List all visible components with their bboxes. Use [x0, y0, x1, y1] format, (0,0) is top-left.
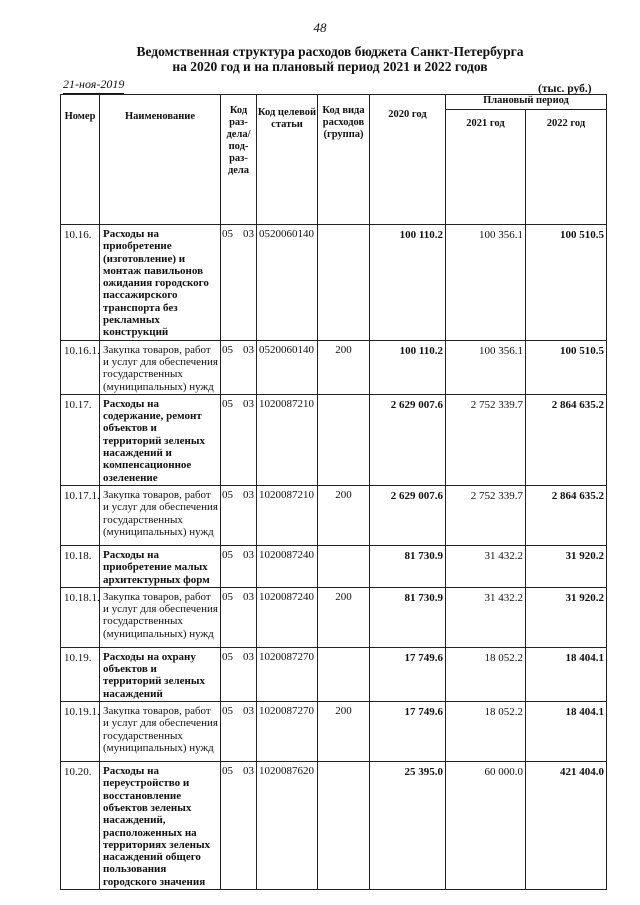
expense-type-code	[318, 647, 370, 701]
section-subsection-code	[221, 647, 257, 701]
table-row	[61, 340, 607, 394]
target-code: 1020087620	[257, 762, 318, 890]
amount-2022: 18 404.1	[526, 702, 607, 762]
subsection-code: 03	[243, 397, 254, 410]
amount-2020: 81 730.9	[370, 545, 446, 587]
amount-2020: 25 395.0	[370, 762, 446, 890]
amount-2022: 18 404.1	[526, 647, 607, 701]
section-subsection-code	[221, 702, 257, 762]
header-name: Наименование	[100, 95, 221, 225]
subsection-code: 03	[243, 705, 254, 718]
subsection-code: 03	[243, 488, 254, 501]
row-number: 10.17.1.	[61, 485, 100, 545]
amount-2021: 100 356.1	[446, 340, 526, 394]
row-name: Закупка товаров, работ и услуг для обеспечения государственных (муниципальных) нужд	[100, 702, 221, 762]
table-row	[61, 587, 607, 647]
amount-2020: 81 730.9	[370, 587, 446, 647]
subsection-code: 03	[243, 343, 254, 356]
section-code: 05	[222, 397, 233, 410]
row-name: Закупка товаров, работ и услуг для обеспечения государственных (муниципальных) нужд	[100, 485, 221, 545]
section-subsection-code	[221, 225, 257, 341]
row-name: Закупка товаров, работ и услуг для обеспечения государственных (муниципальных) нужд	[100, 587, 221, 647]
amount-2022: 100 510.5	[526, 225, 607, 341]
amount-2020: 17 749.6	[370, 647, 446, 701]
header-2022: 2022 год	[526, 110, 607, 225]
page-number: 48	[313, 20, 327, 35]
section-code: 05	[222, 650, 233, 663]
section-subsection-code	[221, 394, 257, 485]
target-code: 1020087270	[257, 702, 318, 762]
amount-2020: 17 749.6	[370, 702, 446, 762]
expense-type-code: 200	[318, 702, 370, 762]
budget-table	[60, 94, 607, 890]
amount-2022: 2 864 635.2	[526, 394, 607, 485]
section-code: 05	[222, 548, 233, 561]
subsection-code: 03	[243, 548, 254, 561]
row-name: Расходы на содержание, ремонт объектов и территорий зеленых насаждений и компенсационное озеленение	[100, 394, 221, 485]
target-code: 1020087210	[257, 485, 318, 545]
table-row	[61, 225, 607, 341]
subsection-code: 03	[243, 590, 254, 603]
expense-type-code	[318, 225, 370, 341]
section-code: 05	[222, 590, 233, 603]
amount-2021: 2 752 339.7	[446, 394, 526, 485]
subsection-code: 03	[243, 228, 254, 240]
table-row	[61, 702, 607, 762]
section-code: 05	[222, 705, 233, 718]
row-number: 10.20.	[61, 762, 100, 890]
units-label: (тыс. руб.)	[538, 83, 592, 95]
row-name: Расходы на приобретение (изготовление) и монтаж павильонов ожидания городского пассажирского транспорта без рекламных конструкций	[100, 225, 221, 341]
row-number: 10.18.	[61, 545, 100, 587]
expense-type-code	[318, 545, 370, 587]
row-number: 10.18.1.	[61, 587, 100, 647]
row-number: 10.19.1.	[61, 702, 100, 762]
target-code: 1020087210	[257, 394, 318, 485]
header-section-code: Код раз- дела/ под- раз- дела	[221, 95, 257, 225]
target-code: 0520060140	[257, 340, 318, 394]
section-subsection-code	[221, 545, 257, 587]
amount-2022: 421 404.0	[526, 762, 607, 890]
section-subsection-code	[221, 485, 257, 545]
row-name: Закупка товаров, работ и услуг для обеспечения государственных (муниципальных) нужд	[100, 340, 221, 394]
row-number: 10.17.	[61, 394, 100, 485]
amount-2020: 2 629 007.6	[370, 394, 446, 485]
document-date: 21-ноя-2019	[63, 77, 124, 94]
amount-2021: 60 000.0	[446, 762, 526, 890]
target-code: 1020087240	[257, 545, 318, 587]
section-subsection-code	[221, 340, 257, 394]
section-subsection-code	[221, 587, 257, 647]
title-line-2: на 2020 год и на плановый период 2021 и 2022 годов	[172, 59, 488, 74]
expense-type-code	[318, 394, 370, 485]
amount-2021: 31 432.2	[446, 545, 526, 587]
target-code: 1020087270	[257, 647, 318, 701]
section-code: 05	[222, 228, 233, 240]
amount-2020: 2 629 007.6	[370, 485, 446, 545]
amount-2021: 2 752 339.7	[446, 485, 526, 545]
amount-2021: 18 052.2	[446, 702, 526, 762]
expense-type-code	[318, 762, 370, 890]
amount-2022: 31 920.2	[526, 587, 607, 647]
amount-2022: 2 864 635.2	[526, 485, 607, 545]
section-code: 05	[222, 343, 233, 356]
expense-type-code: 200	[318, 485, 370, 545]
header-expense-type-code: Код вида расходов (группа)	[318, 95, 370, 225]
header-number: Номер	[61, 95, 100, 225]
amount-2022: 31 920.2	[526, 545, 607, 587]
row-number: 10.16.	[61, 225, 100, 341]
row-name: Расходы на охрану объектов и территорий зеленых насаждений	[100, 647, 221, 701]
section-subsection-code	[221, 762, 257, 890]
amount-2021: 18 052.2	[446, 647, 526, 701]
row-name: Расходы на переустройство и восстановление объектов зеленых насаждений, расположенных на территориях зеленых насаждений общего пользования городского значения	[100, 762, 221, 890]
amount-2021: 100 356.1	[446, 225, 526, 341]
section-code: 05	[222, 488, 233, 501]
document-title	[110, 44, 550, 74]
title-line-1: Ведомственная структура расходов бюджета Санкт-Петербурга	[136, 44, 524, 59]
table-row	[61, 545, 607, 587]
amount-2020: 100 110.2	[370, 340, 446, 394]
subsection-code: 03	[243, 765, 254, 778]
target-code: 1020087240	[257, 587, 318, 647]
amount-2021: 31 432.2	[446, 587, 526, 647]
row-name: Расходы на приобретение малых архитектурных форм	[100, 545, 221, 587]
expense-type-code: 200	[318, 587, 370, 647]
amount-2022: 100 510.5	[526, 340, 607, 394]
expense-type-code: 200	[318, 340, 370, 394]
header-2021: 2021 год	[446, 110, 526, 225]
row-number: 10.16.1.	[61, 340, 100, 394]
row-number: 10.19.	[61, 647, 100, 701]
subsection-code: 03	[243, 650, 254, 663]
table-row	[61, 647, 607, 701]
header-planning-period: Плановый период	[446, 95, 607, 110]
header-2020: 2020 год	[370, 95, 446, 225]
amount-2020: 100 110.2	[370, 225, 446, 341]
table-row	[61, 394, 607, 485]
section-code: 05	[222, 765, 233, 778]
header-target-code: Код целевой статьи	[257, 95, 318, 225]
target-code: 0520060140	[257, 225, 318, 341]
table-row	[61, 485, 607, 545]
table-row	[61, 762, 607, 890]
